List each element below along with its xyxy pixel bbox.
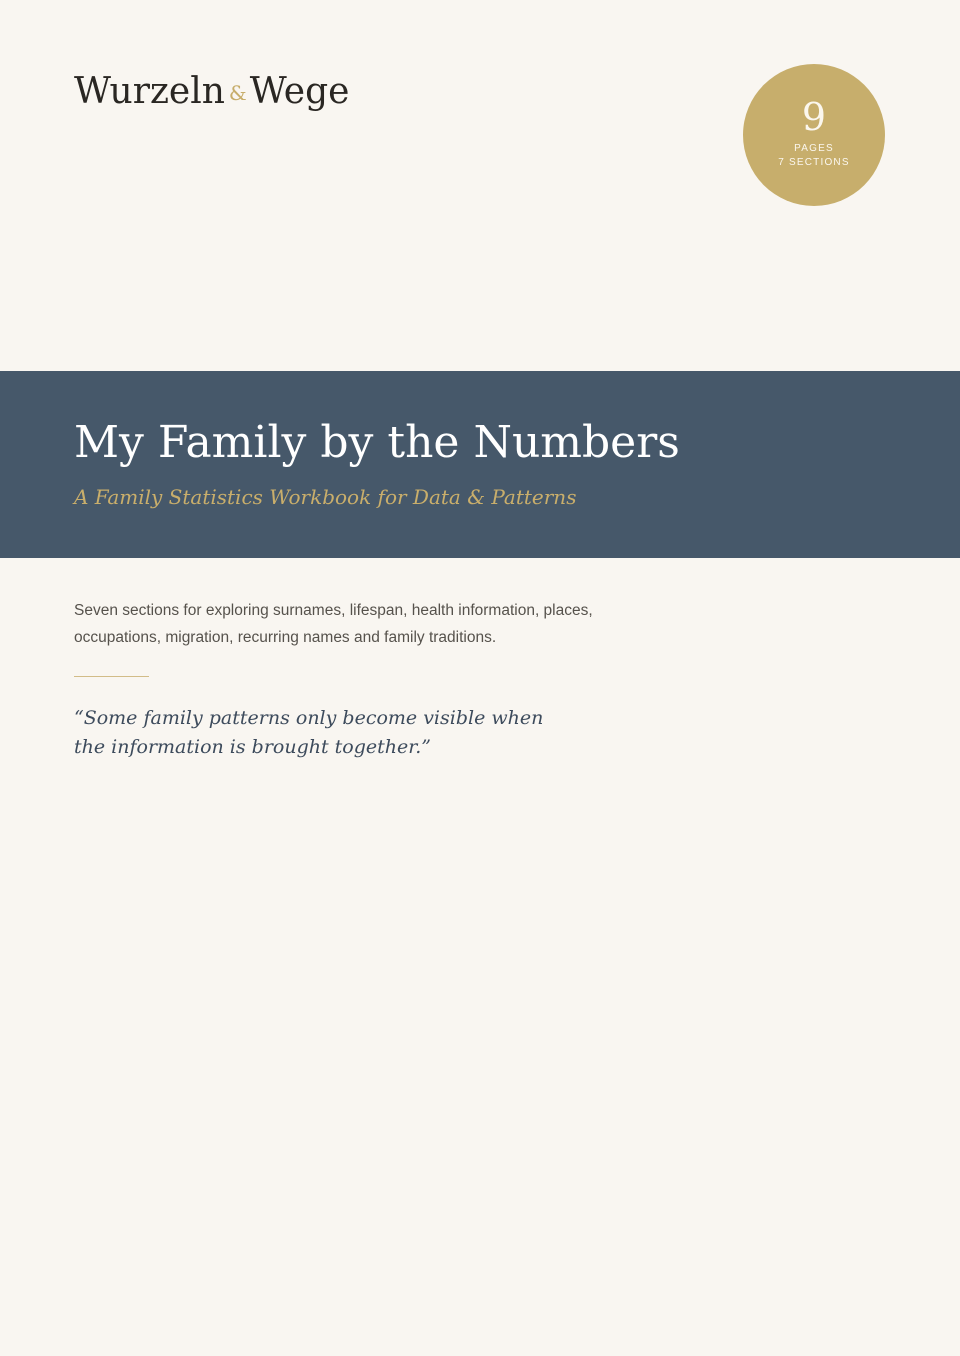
document-title: My Family by the Numbers bbox=[74, 417, 680, 468]
page-count-badge bbox=[743, 64, 885, 206]
intro-paragraph: Seven sections for exploring surnames, lifespan, health information, places, occupations, migration, recurring names and family traditions. bbox=[74, 602, 593, 646]
title-banner bbox=[0, 371, 960, 558]
brand-name-wege: Wege bbox=[249, 71, 350, 112]
brand-name-wurzeln: Wurzeln bbox=[74, 71, 225, 112]
pull-quote: “Some family patterns only become visible when the information is brought together.” bbox=[74, 707, 544, 758]
badge-pages-label: PAGES bbox=[794, 143, 834, 154]
badge-page-number: 9 bbox=[801, 95, 827, 139]
brand-ampersand: & bbox=[228, 81, 247, 105]
badge-sections-label: 7 SECTIONS bbox=[778, 157, 850, 168]
document-subtitle: A Family Statistics Workbook for Data & Patterns bbox=[74, 485, 577, 509]
divider-rule bbox=[74, 676, 149, 677]
brand-logo bbox=[74, 71, 350, 112]
